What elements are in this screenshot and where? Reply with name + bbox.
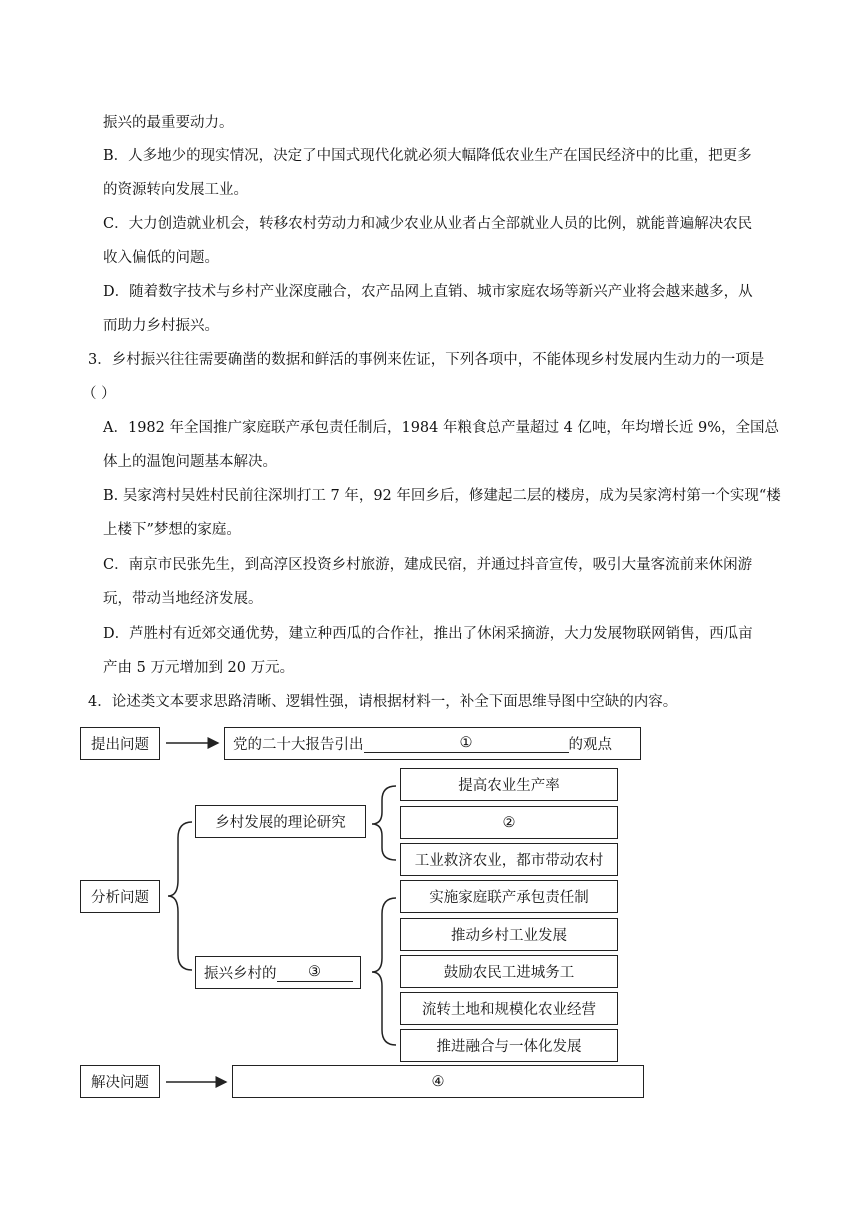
q3-option-a-line2: 体上的温饱问题基本解决。 — [103, 454, 277, 470]
q2-option-d-line2: 而助力乡村振兴。 — [103, 318, 219, 334]
box-raise-content — [224, 727, 641, 760]
brace-revive — [372, 898, 396, 1045]
blank-3: ③ — [277, 963, 353, 982]
box-analyze-problem: 分析问题 — [80, 880, 160, 913]
box-revive-village — [195, 956, 361, 989]
box-revive-item-2: 推动乡村工业发展 — [400, 918, 618, 951]
q3-stem-line1: 3．乡村振兴往往需要确凿的数据和鲜活的事例来佐证，下列各项中，不能体现乡村发展内生动力的一项是 — [88, 352, 765, 368]
q3-option-b-line2: 上楼下”梦想的家庭。 — [103, 522, 241, 538]
box-solve-content: ④ — [232, 1065, 644, 1098]
blank-1: ① — [364, 734, 569, 753]
q3-option-c-line1: C．南京市民张先生，到高淳区投资乡村旅游，建成民宿，并通过抖音宣传，吸引大量客流前来休闲游 — [103, 557, 753, 573]
brace-analyze — [168, 822, 192, 970]
box-solve-problem: 解决问题 — [80, 1065, 160, 1098]
q2-option-d-line1: D．随着数字技术与乡村产业深度融合，农产品网上直销、城市家庭农场等新兴产业将会越来越多，从 — [103, 284, 753, 300]
q3-stem-line2: （ ） — [82, 386, 116, 402]
revive-prefix: 振兴乡村的 — [204, 966, 277, 982]
q3-option-a-line1: A．1982 年全国推广家庭联产承包责任制后，1984 年粮食总产量超过 4 亿吨，年均增长近 9%，全国总 — [103, 420, 780, 436]
box-revive-item-3: 鼓励农民工进城务工 — [400, 955, 618, 988]
box-revive-item-5: 推进融合与一体化发展 — [400, 1029, 618, 1062]
brace-theory — [372, 786, 396, 860]
raise-content-prefix: 党的二十大报告引出 — [233, 737, 364, 753]
box-raise-problem: 提出问题 — [80, 727, 160, 760]
box-theory-research: 乡村发展的理论研究 — [195, 805, 366, 838]
box-revive-item-1: 实施家庭联产承包责任制 — [400, 880, 618, 913]
q4-stem: 4．论述类文本要求思路清晰、逻辑性强，请根据材料一，补全下面思维导图中空缺的内容。 — [88, 694, 678, 710]
q2-continuation-text: 振兴的最重要动力。 — [103, 115, 234, 131]
q3-option-c-line2: 玩，带动当地经济发展。 — [103, 591, 263, 607]
box-revive-item-4: 流转土地和规模化农业经营 — [400, 992, 618, 1025]
box-theory-item-1: 提高农业生产率 — [400, 768, 618, 801]
q3-option-d-line2: 产由 5 万元增加到 20 万元。 — [103, 660, 295, 676]
raise-content-suffix: 的观点 — [568, 737, 612, 753]
q3-option-b-line1: B. 吴家湾村吴姓村民前往深圳打工 7 年，92 年回乡后，修建起二层的楼房，成为吴家湾村第一个实现“楼 — [103, 488, 781, 504]
q2-option-c-line1: C．大力创造就业机会，转移农村劳动力和减少农业从业者占全部就业人员的比例，就能普遍解决农民 — [103, 216, 753, 232]
q2-option-c-line2: 收入偏低的问题。 — [103, 250, 219, 266]
box-theory-item-2: ② — [400, 806, 618, 839]
box-theory-item-3: 工业救济农业，都市带动农村 — [400, 843, 618, 876]
q3-option-d-line1: D．芦胜村有近郊交通优势，建立种西瓜的合作社，推出了休闲采摘游，大力发展物联网销售，西瓜亩 — [103, 626, 753, 642]
q2-option-b-line1: B．人多地少的现实情况，决定了中国式现代化就必须大幅降低农业生产在国民经济中的比重，把更多 — [103, 148, 752, 164]
q2-option-b-line2: 的资源转向发展工业。 — [103, 182, 248, 198]
